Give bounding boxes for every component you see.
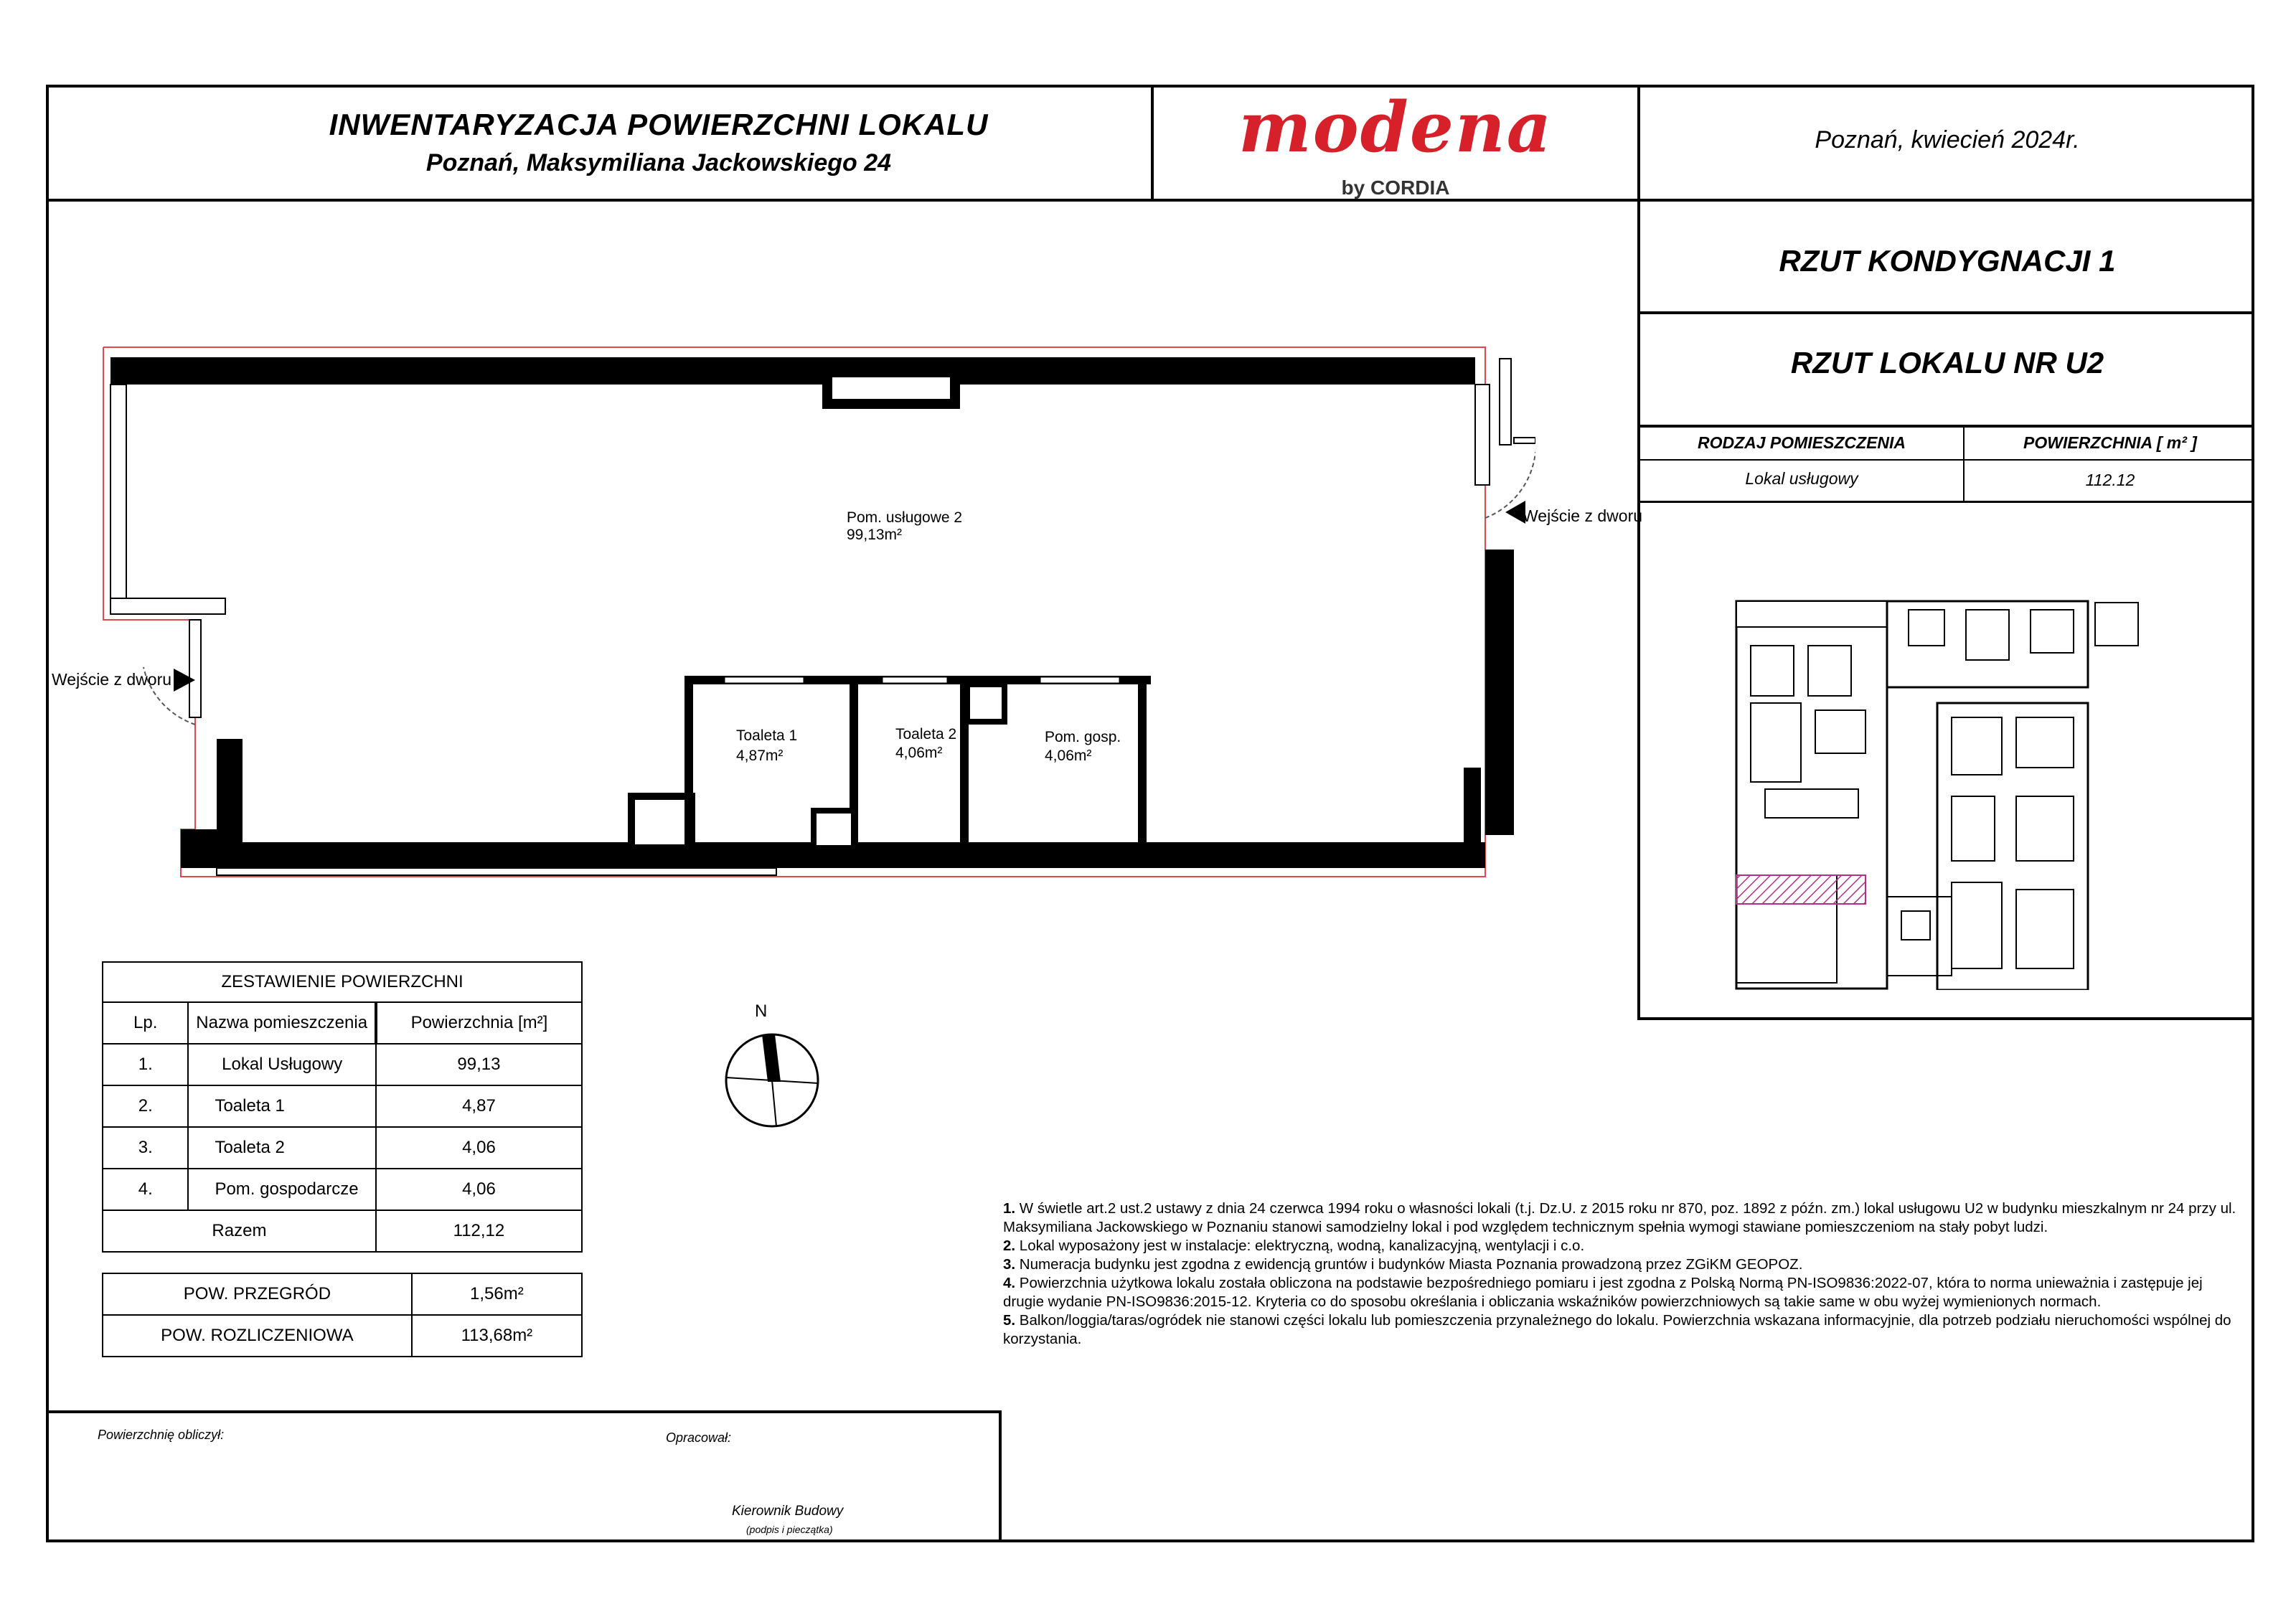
prepared-by-label: Opracował: xyxy=(666,1430,732,1445)
row-name: Toaleta 2 xyxy=(188,1127,375,1169)
table-row xyxy=(103,1169,582,1210)
summary-title: ZESTAWIENIE POWIERZCHNI xyxy=(103,962,582,1002)
toilet1-name: Toaleta 1 xyxy=(736,727,798,744)
note-item: 4. Powierzchnia użytkowa lokalu została obliczona na podstawie bezpośredniego pomiaru i jest zgodna z Polską Normą PN-ISO9836:2022-07, która to norma unieważnia i zastępuje jej drugie wydanie PN-ISO9836:2015-12. Kryteria co do sposobu określania i obliczania wskaźników powierzchniowych są takie same w obu wyżej wymienionych normach. xyxy=(1003,1275,2203,1310)
row-area: 4,06 xyxy=(376,1127,582,1169)
manager-label: Kierownik Budowy xyxy=(732,1504,844,1519)
table-row xyxy=(103,1044,582,1085)
note-item: 2. Lokal wyposażony jest w instalacje: elektryczną, wodną, kanalizacyjną, wentylacji i c.o. xyxy=(1003,1237,1585,1254)
row-area: 99,13 xyxy=(376,1044,582,1085)
right-table-col-divider xyxy=(1963,425,1965,503)
site-key-plan xyxy=(1722,588,2152,990)
note-item: 3. Numeracja budynku jest zgodna z ewidencją gruntów i budynków Miasta Poznania prowadzoną przez ZGiKM GEOPOZ. xyxy=(1003,1256,1803,1273)
main-room-name: Pom. usługowe 2 xyxy=(847,509,963,526)
summary-header-name: Nazwa pomieszczenia xyxy=(188,1002,375,1044)
summary-header-lp: Lp. xyxy=(103,1002,188,1044)
right-table-divider-2 xyxy=(1637,501,2254,503)
right-panel-bottom xyxy=(1637,1017,2254,1020)
partition-value: 1,56m² xyxy=(412,1273,582,1315)
floor-plan xyxy=(100,337,1535,897)
row-lp: 1. xyxy=(103,1044,188,1085)
computed-by-label: Powierzchnię obliczył: xyxy=(98,1428,225,1442)
floor-title-divider xyxy=(1637,311,2254,314)
toilet2-area: 4,06m² xyxy=(895,745,943,761)
footer-right-divider xyxy=(999,1410,1002,1542)
billing-value: 113,68m² xyxy=(412,1315,582,1357)
document-address: Poznań, Maksymiliana Jackowskiego 24 xyxy=(425,149,892,176)
col-area-header: POWIERZCHNIA [ m² ] xyxy=(2023,433,2197,452)
row-lp: 4. xyxy=(103,1169,188,1210)
row-lp: 3. xyxy=(103,1127,188,1169)
area-summary-table xyxy=(102,1273,583,1357)
row-area: 4,87 xyxy=(376,1085,582,1127)
row-name: Pom. gospodarcze xyxy=(188,1169,375,1210)
toilet2-name: Toaleta 2 xyxy=(895,726,957,742)
summary-table xyxy=(102,961,583,1253)
notes xyxy=(1003,1199,2237,1349)
row-type-value: Lokal usługowy xyxy=(1745,469,1858,488)
entrance-label-right: Wejście z dworu xyxy=(1523,506,1643,525)
summary-total-label: Razem xyxy=(103,1210,376,1252)
row-name: Lokal Usługowy xyxy=(188,1044,375,1085)
row-lp: 2. xyxy=(103,1085,188,1127)
summary-header-area: Powierzchnia [m²] xyxy=(376,1002,582,1044)
document-date: Poznań, kwiecień 2024r. xyxy=(1815,126,2080,154)
unit-title: RZUT LOKALU NR U2 xyxy=(1790,346,2104,379)
floor-title: RZUT KONDYGNACJI 1 xyxy=(1779,244,2116,278)
toilet1-area: 4,87m² xyxy=(736,748,784,764)
billing-label: POW. ROZLICZENIOWA xyxy=(103,1315,412,1357)
main-room-area: 99,13m² xyxy=(847,527,903,543)
unit-title-divider xyxy=(1637,425,2254,428)
row-area: 4,06 xyxy=(376,1169,582,1210)
unit-outline xyxy=(103,347,1485,877)
date-divider xyxy=(1637,199,2254,202)
summary-total-value: 112,12 xyxy=(376,1210,582,1252)
north-arrow-icon xyxy=(723,1024,824,1132)
table-row xyxy=(103,1085,582,1127)
col-type-header: RODZAJ POMIESZCZENIA xyxy=(1697,433,1906,452)
signature-note: (podpis i pieczątka) xyxy=(746,1524,833,1535)
north-label: N xyxy=(755,1001,768,1021)
partition-label: POW. PRZEGRÓD xyxy=(103,1273,412,1315)
document-title: INWENTARYZACJA POWIERZCHNI LOKALU xyxy=(329,108,989,141)
row-area-value: 112.12 xyxy=(2085,471,2135,489)
company-logo: modena xyxy=(1238,87,1553,168)
row-name: Toaleta 1 xyxy=(188,1085,375,1127)
footer-divider xyxy=(46,1410,1002,1413)
entrance-label-left: Wejście z dworu xyxy=(52,670,172,689)
note-item: 1. W świetle art.2 ust.2 ustawy z dnia 24 czerwca 1994 roku o własności lokali (t.j. Dz.U. z 2015 roku nr 870, poz. 1892 z późn. zm.) lokal usługowu U2 w budynku mieszkalnym nr 24 przy ul. Maksymiliana Jackowskiego w Poznaniu stanowi samodzielny lokal i pod względem technicznym spełnia wymogi stawiane pomieszczeniom na stały pobyt ludzi. xyxy=(1003,1200,2236,1235)
utility-name: Pom. gosp. xyxy=(1045,729,1121,745)
right-table-divider-1 xyxy=(1637,459,2254,461)
right-panel-divider xyxy=(1637,85,1640,1020)
note-item: 5. Balkon/loggia/taras/ogródek nie stanowi części lokalu lub pomieszczenia przynależnego do lokalu. Powierzchnia wskazana informacyjnie, dla potrzeb podziału nieruchomości wspólnej do korzystania. xyxy=(1003,1312,2231,1347)
table-row xyxy=(103,1127,582,1169)
utility-area: 4,06m² xyxy=(1045,748,1092,764)
company-logo-sub: by CORDIA xyxy=(1341,176,1450,199)
